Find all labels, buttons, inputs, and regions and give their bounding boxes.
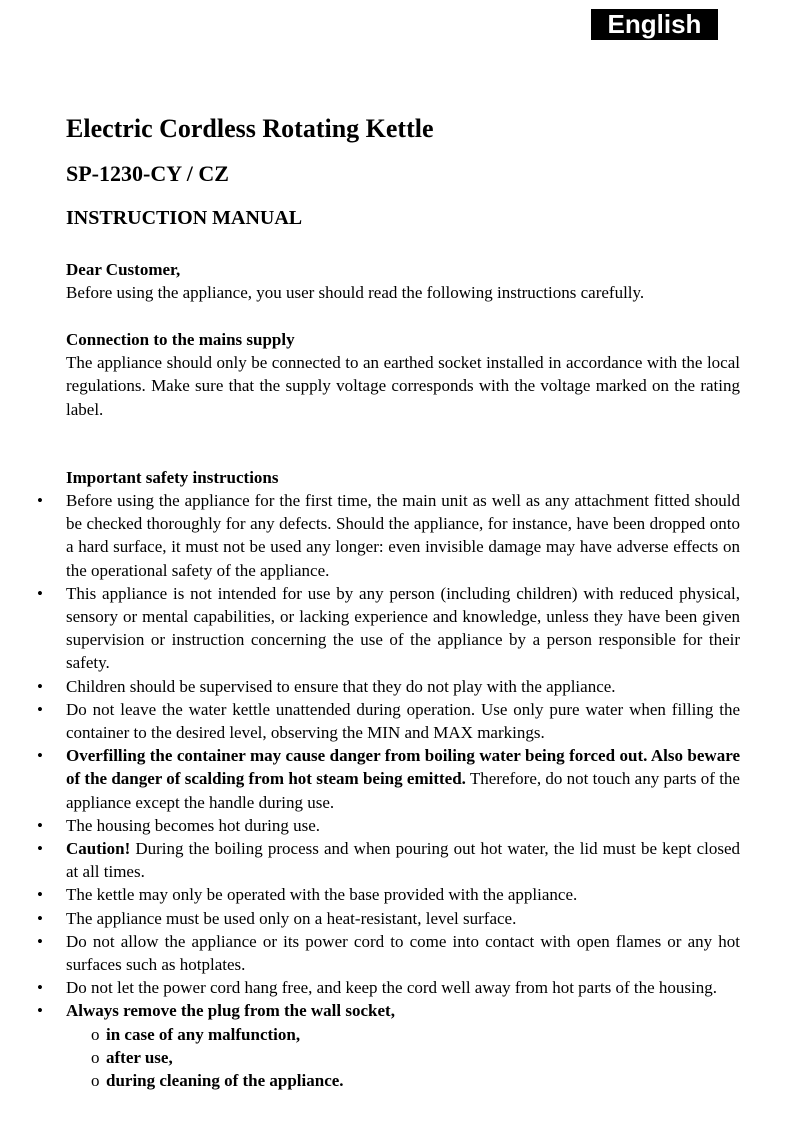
safety-section (66, 466, 740, 1092)
greeting-section (66, 258, 740, 305)
safety-item-text: Therefore, do not touch any parts of the appliance except the handle during use. (66, 769, 740, 812)
document-title: Electric Cordless Rotating Kettle (66, 114, 434, 143)
safety-item-text: During the boiling process and when pouring out hot water, the lid must be kept closed at all times. (66, 839, 740, 882)
plug-item-bold: Always remove the plug from the wall socket, (66, 1001, 395, 1021)
safety-item (13, 744, 740, 814)
safety-item-text: This appliance is not intended for use by any person (including children) with reduced physical, sensory or mental capabilities, or lacking experience and knowledge, unless they have been given supervision or instruction concerning the use of the appliance by a person responsible for their safety. (66, 583, 740, 673)
safety-item-bold: Caution! (66, 839, 131, 859)
safety-item-text: Before using the appliance for the first time, the main unit as well as any attachment fitted should be checked thoroughly for any defects. Should the appliance, for instance, have been dropped onto a hard surface, it must not be used any longer: even invisible damage may have adverse effects on the operational safety of the appliance. (66, 491, 740, 580)
safety-item-text: Do not leave the water kettle unattended during operation. Use only pure water when filling the container to the desired level, observing the MIN and MAX markings. (66, 699, 740, 743)
language-badge: English (591, 9, 718, 40)
greeting-text: Before using the appliance, you user should read the following instructions carefully. (66, 283, 645, 302)
safety-item (13, 883, 740, 906)
manual-heading: INSTRUCTION MANUAL (66, 207, 303, 229)
plug-sub-item: o after use, (13, 1046, 740, 1069)
safety-item-text: Do not allow the appliance or its power cord to come into contact with open flames or any hot surfaces such as hotplates. (66, 931, 740, 975)
connection-heading: Connection to the mains supply (66, 329, 295, 349)
plug-sub-item: o during cleaning of the appliance. (13, 1069, 740, 1092)
safety-item (13, 582, 740, 675)
safety-item-plug (13, 999, 740, 1022)
plug-sub-list (13, 1023, 740, 1093)
safety-item-text: Do not let the power cord hang free, and keep the cord well away from hot parts of the housing. (66, 978, 717, 998)
safety-item (13, 489, 740, 582)
model-number: SP-1230-CY / CZ (66, 161, 229, 186)
connection-section (66, 328, 740, 422)
safety-item (13, 837, 740, 883)
safety-item (13, 930, 740, 976)
safety-list (13, 489, 740, 1023)
safety-item-text: The kettle may only be operated with the base provided with the appliance. (66, 885, 578, 905)
safety-heading: Important safety instructions (66, 468, 279, 487)
greeting-heading: Dear Customer, (66, 260, 181, 279)
document-body (66, 110, 740, 1092)
safety-item (13, 976, 740, 999)
safety-item-bold: Overfilling the container may cause danger from boiling water being forced out. Also beware of the danger of scalding from hot steam being emitted. (66, 746, 740, 789)
safety-item-text: The appliance must be used only on a heat-resistant, level surface. (66, 908, 517, 928)
safety-item (13, 698, 740, 744)
plug-sub-item: o in case of any malfunction, (13, 1023, 740, 1046)
safety-item (13, 814, 740, 837)
connection-text: The appliance should only be connected to an earthed socket installed in accordance with the local regulations. Make sure that the supply voltage corresponds with the voltage marked on the rating label. (66, 352, 740, 419)
safety-item (13, 907, 740, 930)
safety-item-text: The housing becomes hot during use. (66, 815, 321, 835)
safety-item (13, 675, 740, 698)
safety-item-text: Children should be supervised to ensure that they do not play with the appliance. (66, 676, 616, 696)
